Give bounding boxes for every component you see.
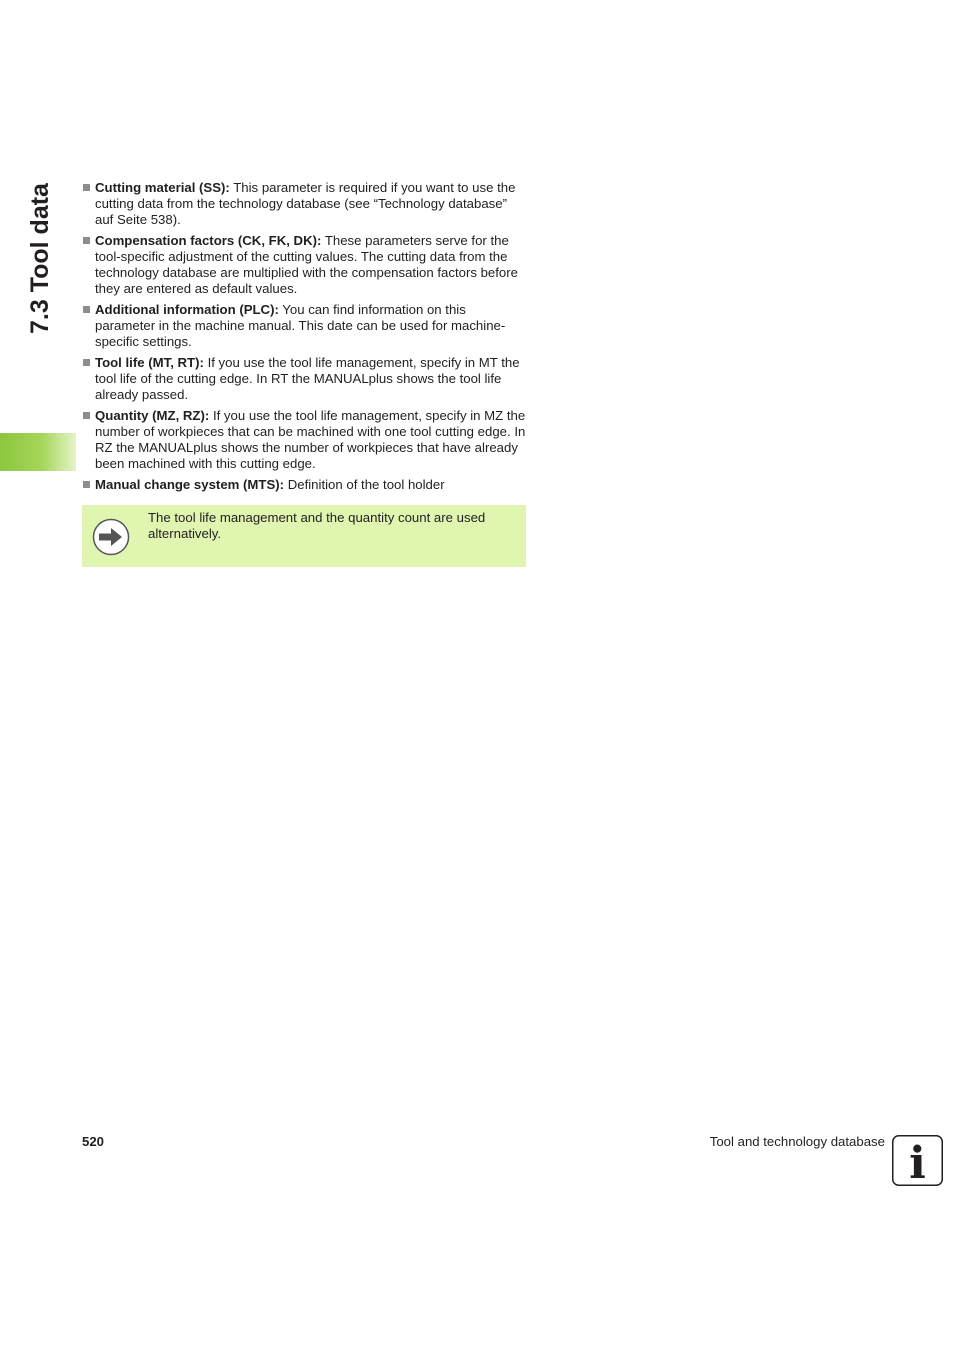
item-text: If you use the tool life management, specify in MZ the number of workpieces that can be machined with one tool cutting edge. In RZ the MANUALplus shows the number of workpieces that have already been machined with this cutting edge. <box>95 408 526 471</box>
item-term: Cutting material (SS): <box>95 180 230 195</box>
arrow-right-icon <box>92 518 130 556</box>
list-item-compensation-factors <box>82 233 526 297</box>
list-item-tool-life <box>82 355 526 403</box>
item-term: Quantity (MZ, RZ): <box>95 408 210 423</box>
item-text: If you use the tool life management, specify in MT the tool life of the cutting edge. In RT the MANUALplus shows the tool life already passed. <box>95 355 520 402</box>
info-icon <box>892 1135 943 1186</box>
list-item-manual-change-system <box>82 477 526 493</box>
item-text: You can find information on this parameter in the machine manual. This date can be used for machine-specific settings. <box>95 302 506 349</box>
square-bullet-icon <box>83 359 90 366</box>
parameter-list <box>82 180 526 498</box>
item-term: Additional information (PLC): <box>95 302 279 317</box>
note-box <box>82 505 526 567</box>
chapter-title: Tool and technology database <box>709 1134 885 1149</box>
section-tab-marker <box>0 433 76 471</box>
square-bullet-icon <box>83 412 90 419</box>
item-term: Compensation factors (CK, FK, DK): <box>95 233 322 248</box>
item-text: These parameters serve for the tool-specific adjustment of the cutting values. The cutting data from the technology database are multiplied with the compensation factors before they are entered as default values. <box>95 233 518 296</box>
item-text: This parameter is required if you want to use the cutting data from the technology database (see “Technology database” auf Seite 538). <box>95 180 516 227</box>
square-bullet-icon <box>83 184 90 191</box>
list-item-additional-information <box>82 302 526 350</box>
square-bullet-icon <box>83 481 90 488</box>
item-term: Tool life (MT, RT): <box>95 355 204 370</box>
square-bullet-icon <box>83 306 90 313</box>
list-item-quantity <box>82 408 526 472</box>
note-text: The tool life management and the quantity count are used alternatively. <box>148 510 486 541</box>
square-bullet-icon <box>83 237 90 244</box>
item-term: Manual change system (MTS): <box>95 477 285 492</box>
info-letter: i <box>909 1138 926 1186</box>
item-text: Definition of the tool holder <box>284 477 445 492</box>
page-number: 520 <box>82 1134 105 1149</box>
section-title: 7.3 Tool data <box>26 183 54 334</box>
list-item-cutting-material <box>82 180 526 228</box>
